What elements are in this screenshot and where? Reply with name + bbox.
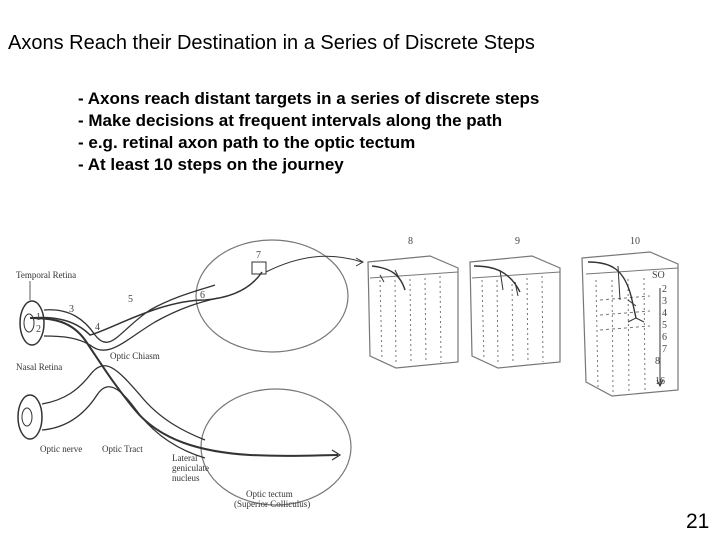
bullet-item: - e.g. retinal axon path to the optic tectum [78, 133, 416, 152]
step-3-label: 3 [69, 304, 74, 315]
lgn-label-line3: nucleus [172, 473, 200, 483]
optic-tectum-label: Optic tectum [246, 489, 293, 499]
step-4-label: 4 [95, 322, 100, 333]
layer-label: 7 [662, 344, 667, 355]
optic-chiasm-label: Optic Chiasm [110, 351, 160, 361]
layer-label: 16 [655, 376, 665, 387]
optic-tract-label: Optic Tract [102, 444, 143, 454]
layer-label: 3 [662, 296, 667, 307]
step-7-box [252, 262, 266, 274]
bullet-item: - Make decisions at frequent intervals along the path [78, 111, 503, 130]
slide-title: Axons Reach their Destination in a Series of Discrete Steps [8, 32, 535, 54]
layer-label: 8 [655, 356, 660, 367]
page-number: 21 [686, 510, 710, 533]
tectum-block-9 [470, 256, 560, 368]
step-6-label: 6 [200, 290, 205, 301]
step-10-label: 10 [630, 236, 640, 247]
upper-lens [24, 314, 34, 332]
lower-lens [22, 408, 32, 426]
optic-nerve-label: Optic nerve [40, 444, 83, 454]
step-7-label: 7 [256, 250, 261, 261]
layer-label: 6 [662, 332, 667, 343]
tectum-block-8 [368, 256, 458, 368]
lgn-label-line1: Lateral [172, 453, 198, 463]
step-1-label: 1 [36, 312, 41, 323]
step-2-label: 2 [36, 324, 41, 335]
layer-label-so: SO [652, 270, 665, 281]
lower-tectum-oval [201, 389, 351, 505]
upper-axon-path [30, 272, 262, 335]
layer-label: 2 [662, 284, 667, 295]
bullet-item: - Axons reach distant targets in a series of discrete steps [78, 89, 540, 108]
nasal-retina-label: Nasal Retina [16, 362, 63, 372]
step-8-label: 8 [408, 236, 413, 247]
layer-label: 4 [662, 308, 667, 319]
lower-tract-outer [42, 366, 205, 440]
lgn-label-line2: geniculate [172, 463, 209, 473]
step-7-to-8-arrow [266, 256, 362, 272]
temporal-retina-label: Temporal Retina [16, 270, 77, 280]
superior-colliculus-label: (Superior Colliculus) [234, 499, 311, 509]
step-9-label: 9 [515, 236, 520, 247]
step-5-label: 5 [128, 294, 133, 305]
layer-label: 5 [662, 320, 667, 331]
bullet-item: - At least 10 steps on the journey [78, 155, 344, 174]
